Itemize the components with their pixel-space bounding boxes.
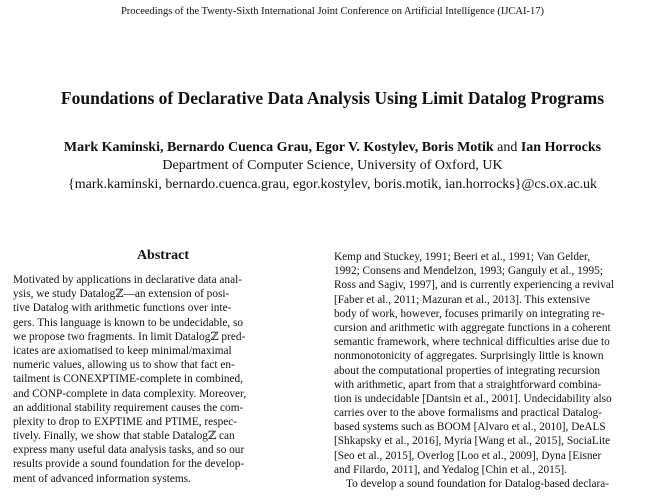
abstract-line: gers. This language is known to be undecidable, so [13, 316, 244, 329]
intro-line: about the computational properties of integrating recursion [334, 364, 601, 377]
abstract-line: ysis, we study Datalogℤ—an extension of posi- [13, 288, 230, 301]
abstract-line: results provide a sound foundation for the develop- [13, 458, 245, 471]
abstract-heading: Abstract [136, 248, 190, 263]
authors-last: Ian Horrocks [520, 140, 602, 155]
intro-line: based systems such as BOOM [Alvaro et al., 2010], DeALS [334, 421, 606, 434]
abstract-line: plexity to drop to EXPTIME and PTIME, respec- [13, 415, 238, 428]
intro-line: nonmonotonicity of aggregates. Surprisingly little is known [334, 350, 604, 363]
intro-line: [Shkapsky et al., 2016], Myria [Wang et al., 2015], SociaLite [334, 435, 611, 448]
abstract-line: and CONP-complete in data complexity. Moreover, [13, 387, 247, 400]
paper-title: Foundations of Declarative Data Analysis Using Limit Datalog Programs [60, 88, 605, 108]
abstract-line: tailment is CONEXPTIME-complete in combined, [13, 373, 243, 386]
abstract-line: numeric values, allowing us to show that fact en- [13, 359, 235, 372]
intro-line: [Seo et al., 2015], Overlog [Loo et al., 2009], Dyna [Eisner [334, 449, 602, 462]
intro-line: tion is undecidable [Dantsin et al., 2001]. Undecidability also [334, 392, 612, 405]
affiliation: Department of Computer Science, University of Oxford, UK [162, 158, 503, 173]
abstract-line: express many useful data analysis tasks, and so our [13, 444, 245, 457]
abstract-line: Motivated by applications in declarative data anal- [13, 274, 242, 286]
abstract-line: tively. Finally, we show that stable Datalogℤ can [13, 430, 235, 443]
intro-line: [Faber et al., 2011; Mazuran et al., 2013]. This extensive [334, 293, 590, 306]
intro-line: To develop a sound foundation for Datalog-based declara- [346, 478, 610, 490]
intro-line: carries over to the above formalisms and practical Datalog- [334, 407, 602, 420]
intro-line: with arithmetic, apart from that a straightforward combina- [334, 378, 602, 391]
intro-line: and Filardo, 2011], and Yedalog [Chin et al., 2015]. [334, 463, 568, 476]
authors-first: Mark Kaminski, Bernardo Cuenca Grau, Egor V. Kostylev, Boris Motik [63, 140, 494, 155]
intro-line: 1992; Consens and Mendelzon, 1993; Ganguly et al., 1995; [334, 265, 603, 278]
proceedings-header: Proceedings of the Twenty-Sixth International Joint Conference on Artificial Intelligence (IJCAI-17) [120, 6, 545, 17]
intro-line: Ross and Sagiv, 1997], and is currently experiencing a revival [334, 279, 615, 292]
abstract-line: an additional stability requirement causes the com- [13, 401, 244, 414]
intro-line: cursion and arithmetic with aggregate functions in a coherent [334, 321, 611, 334]
intro-line: semantic framework, where technical difficulties arise due to [334, 336, 610, 349]
intro-body [334, 250, 658, 491]
abstract-line: tive Datalog with arithmetic functions over inte- [13, 302, 232, 315]
intro-line: body of work, however, focuses primarily on integrating re- [334, 307, 605, 320]
abstract-line: ment of advanced information systems. [13, 472, 191, 485]
author-emails: {mark.kaminski, bernardo.cuenca.grau, egor.kostylev, boris.motik, ian.horrocks}@cs.ox.ac.uk [68, 177, 597, 192]
intro-line: Kemp and Stuckey, 1991; Beeri et al., 1991; Van Gelder, [334, 251, 591, 263]
abstract-line: we propose two fragments. In limit Datalogℤ pred- [13, 330, 246, 343]
authors-and: and [497, 140, 518, 155]
abstract-line: icates are axiomatised to keep minimal/maximal [13, 344, 232, 357]
abstract-body [13, 273, 302, 486]
author-list [0, 140, 665, 156]
